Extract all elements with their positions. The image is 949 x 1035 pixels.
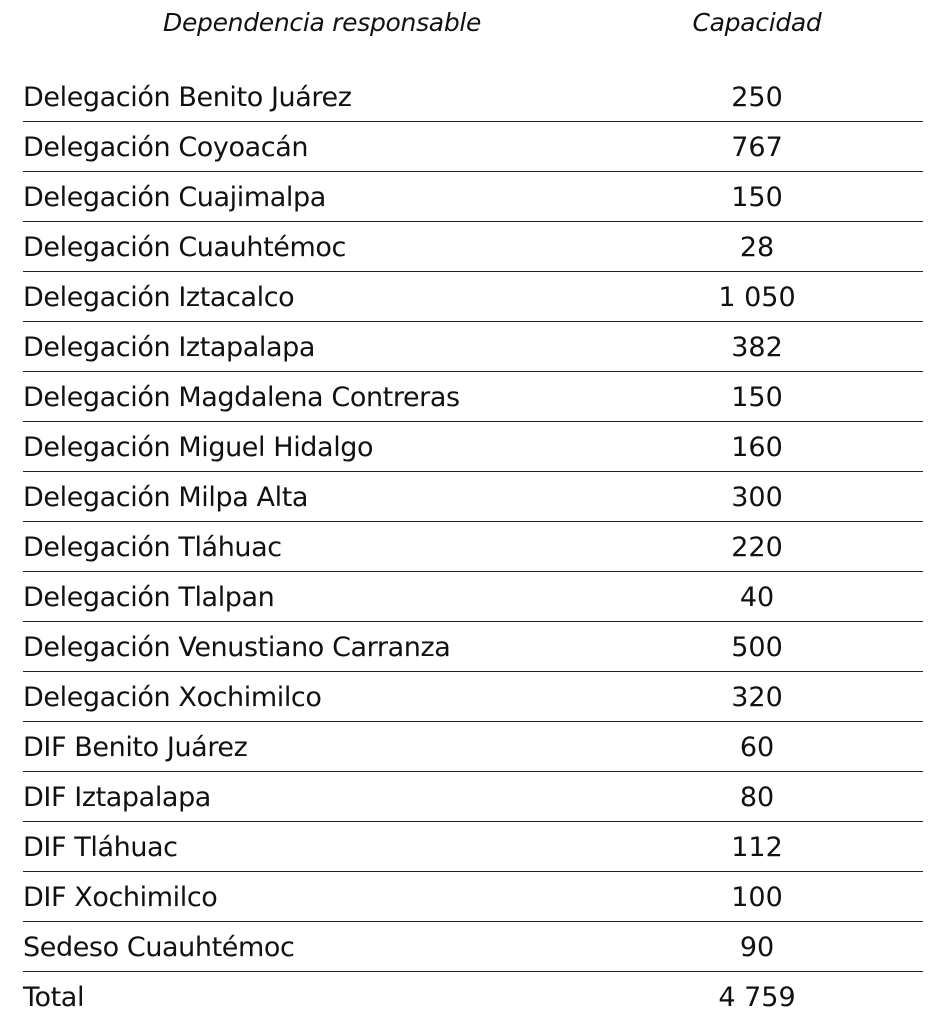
cell-capacidad: 40 <box>739 582 775 613</box>
cell-dependencia: Delegación Tlalpan <box>23 582 275 613</box>
cell-capacidad: 4 759 <box>718 982 796 1013</box>
cell-dependencia: Delegación Iztapalapa <box>23 332 316 363</box>
cell-capacidad: 300 <box>731 482 783 513</box>
table-row <box>23 822 923 872</box>
cell-capacidad: 90 <box>739 932 775 963</box>
table-row <box>23 522 923 572</box>
table-row <box>23 572 923 622</box>
column-header-dependencia: Dependencia responsable <box>163 8 482 37</box>
cell-capacidad: 320 <box>731 682 783 713</box>
cell-capacidad: 382 <box>731 332 783 363</box>
cell-capacidad: 112 <box>731 832 783 863</box>
table-row <box>23 422 923 472</box>
table-row <box>23 322 923 372</box>
table-row <box>23 122 923 172</box>
table-row <box>23 172 923 222</box>
table-row <box>23 622 923 672</box>
cell-dependencia: DIF Tláhuac <box>23 832 178 863</box>
cell-capacidad: 160 <box>731 432 783 463</box>
cell-capacidad: 500 <box>731 632 783 663</box>
cell-capacidad: 60 <box>739 732 775 763</box>
cell-capacidad: 150 <box>731 382 783 413</box>
cell-dependencia: Sedeso Cuauhtémoc <box>23 932 295 963</box>
cell-dependencia: Delegación Xochimilco <box>23 682 322 713</box>
cell-dependencia: Delegación Cuauhtémoc <box>23 232 346 263</box>
table-row <box>23 372 923 422</box>
total-row <box>23 972 923 1022</box>
cell-dependencia: DIF Benito Juárez <box>23 732 248 763</box>
column-header-capacidad: Capacidad <box>692 8 822 37</box>
table-row <box>23 922 923 972</box>
cell-dependencia: Delegación Cuajimalpa <box>23 182 326 213</box>
cell-capacidad: 28 <box>739 232 775 263</box>
table-row <box>23 72 923 122</box>
cell-dependencia: Delegación Iztacalco <box>23 282 295 313</box>
cell-dependencia: DIF Xochimilco <box>23 882 218 913</box>
table-header <box>23 0 923 72</box>
cell-dependencia: Delegación Coyoacán <box>23 132 309 163</box>
table-body <box>23 72 923 1022</box>
table-row <box>23 272 923 322</box>
cell-dependencia: Delegación Magdalena Contreras <box>23 382 460 413</box>
table-row <box>23 472 923 522</box>
cell-dependencia: Delegación Miguel Hidalgo <box>23 432 374 463</box>
cell-dependencia: DIF Iztapalapa <box>23 782 211 813</box>
cell-capacidad: 80 <box>739 782 775 813</box>
cell-capacidad: 220 <box>731 532 783 563</box>
cell-dependencia: Delegación Milpa Alta <box>23 482 309 513</box>
cell-dependencia: Delegación Venustiano Carranza <box>23 632 451 663</box>
cell-capacidad: 100 <box>731 882 783 913</box>
capacity-table <box>23 0 923 1022</box>
table-row <box>23 222 923 272</box>
table-row <box>23 722 923 772</box>
cell-dependencia: Delegación Tláhuac <box>23 532 282 563</box>
cell-capacidad: 150 <box>731 182 783 213</box>
cell-capacidad: 250 <box>731 82 783 113</box>
table-row <box>23 672 923 722</box>
cell-dependencia: Delegación Benito Juárez <box>23 82 352 113</box>
table-row <box>23 772 923 822</box>
cell-capacidad: 1 050 <box>718 282 796 313</box>
cell-capacidad: 767 <box>731 132 783 163</box>
table-row <box>23 872 923 922</box>
cell-dependencia: Total <box>23 982 85 1013</box>
